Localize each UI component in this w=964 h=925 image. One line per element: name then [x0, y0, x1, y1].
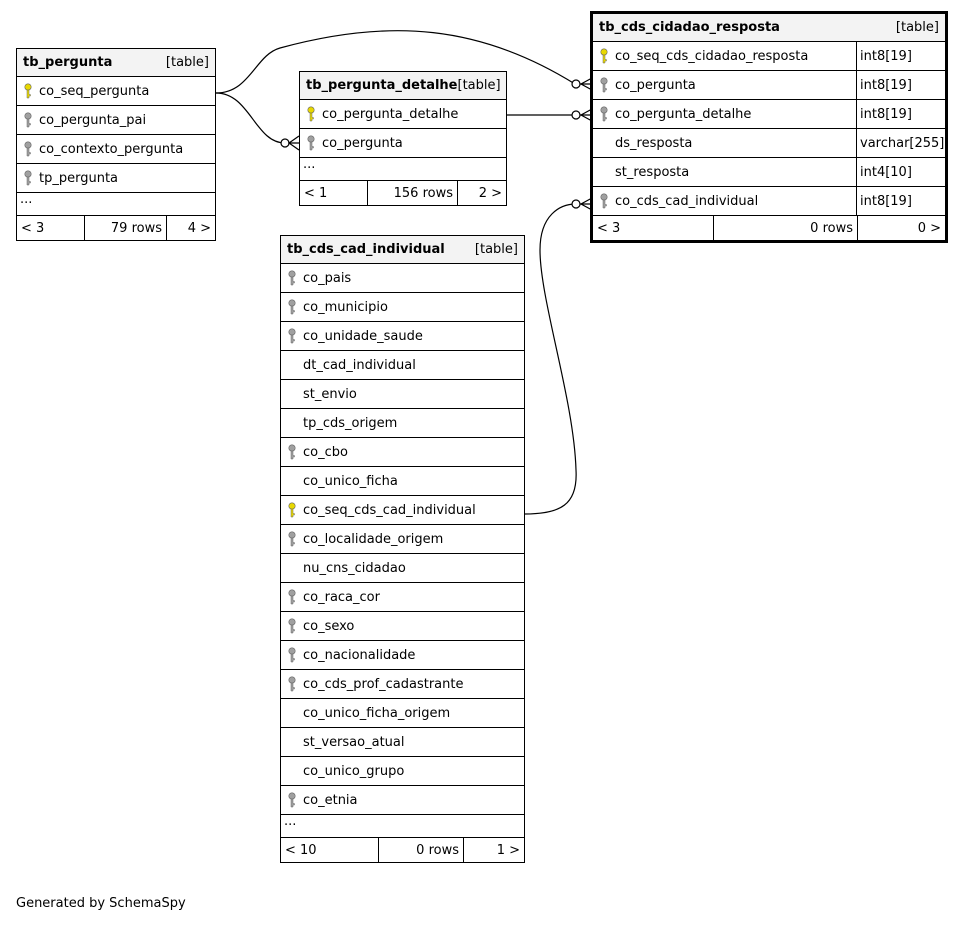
foreign-key-icon — [17, 112, 39, 128]
foreign-key-icon — [281, 589, 303, 605]
column-name: co_localidade_origem — [303, 531, 444, 547]
foreign-key-icon — [281, 444, 303, 460]
column-name: tp_cds_origem — [303, 415, 398, 431]
foreign-key-icon — [593, 193, 615, 209]
column-name: co_unico_ficha — [303, 473, 398, 489]
table-name: tb_cds_cad_individual — [287, 242, 445, 257]
table-header[interactable] — [281, 236, 524, 264]
table-footer — [300, 181, 506, 205]
column-row[interactable] — [281, 757, 524, 786]
foreign-key-icon — [281, 531, 303, 547]
children-count[interactable]: 4 > — [187, 220, 211, 236]
primary-key-icon — [300, 106, 322, 122]
column-row[interactable] — [281, 612, 524, 641]
column-row[interactable] — [281, 264, 524, 293]
table-footer — [17, 216, 215, 240]
more-columns: ... — [17, 193, 215, 216]
column-row[interactable] — [593, 42, 945, 71]
table-footer — [281, 838, 524, 862]
column-row[interactable] — [593, 158, 945, 187]
foreign-key-icon — [281, 618, 303, 634]
generated-by-label: Generated by SchemaSpy — [16, 896, 186, 911]
column-name: co_pergunta_detalhe — [615, 106, 752, 122]
column-name: tp_pergunta — [39, 170, 119, 186]
column-row[interactable] — [281, 322, 524, 351]
column-name: co_municipio — [303, 299, 388, 315]
table-tb-pergunta[interactable] — [16, 48, 216, 241]
table-type: [table] — [457, 78, 501, 93]
column-row[interactable] — [17, 106, 215, 135]
foreign-key-icon — [17, 141, 39, 157]
table-type: [table] — [895, 20, 939, 35]
column-name: st_versao_atual — [303, 734, 405, 750]
foreign-key-icon — [300, 135, 322, 151]
more-columns: ... — [281, 815, 524, 838]
column-name: co_sexo — [303, 618, 355, 634]
column-row[interactable] — [17, 135, 215, 164]
table-type: [table] — [165, 55, 209, 70]
column-name: co_seq_pergunta — [39, 83, 150, 99]
column-row[interactable] — [281, 583, 524, 612]
relation-cad-individual-to-resposta — [525, 204, 592, 514]
column-name: co_pais — [303, 270, 352, 286]
relation-end-circle — [572, 200, 580, 208]
table-name: tb_pergunta — [23, 55, 113, 70]
foreign-key-icon — [593, 106, 615, 122]
column-type: int8[19] — [856, 187, 945, 215]
column-name: co_pergunta — [322, 135, 403, 151]
foreign-key-icon — [281, 792, 303, 808]
column-name: co_cds_cad_individual — [615, 193, 759, 209]
column-row[interactable] — [593, 187, 945, 216]
relation-end-circle — [572, 80, 580, 88]
row-count: 0 rows — [714, 216, 858, 240]
parents-count[interactable]: < 3 — [17, 216, 85, 240]
column-name: co_contexto_pergunta — [39, 141, 184, 157]
column-name: co_etnia — [303, 792, 358, 808]
children-count[interactable]: 1 > — [496, 842, 520, 858]
column-row[interactable] — [281, 409, 524, 438]
column-row[interactable] — [281, 728, 524, 757]
column-name: co_pergunta_detalhe — [322, 106, 459, 122]
relation-end-circle — [572, 111, 580, 119]
column-type: int8[19] — [856, 42, 945, 70]
table-tb-cds-cad-individual[interactable] — [280, 235, 525, 863]
table-header[interactable] — [17, 49, 215, 77]
column-row[interactable] — [300, 100, 506, 129]
foreign-key-icon — [281, 328, 303, 344]
column-type: int8[19] — [856, 71, 945, 99]
column-row[interactable] — [281, 525, 524, 554]
row-count: 156 rows — [368, 181, 458, 205]
column-row[interactable] — [281, 380, 524, 409]
parents-count[interactable]: < 10 — [281, 838, 379, 862]
column-name: co_unidade_saude — [303, 328, 423, 344]
table-header[interactable] — [300, 72, 506, 100]
table-name: tb_pergunta_detalhe — [306, 78, 458, 93]
column-row[interactable] — [281, 467, 524, 496]
children-count[interactable]: 2 > — [478, 185, 502, 201]
column-name: co_seq_cds_cidadao_resposta — [615, 48, 809, 64]
column-name: st_envio — [303, 386, 357, 402]
relation-end-circle — [281, 139, 289, 147]
column-name: co_pergunta — [615, 77, 696, 93]
column-name: co_unico_grupo — [303, 763, 405, 779]
parents-count[interactable]: < 3 — [593, 216, 714, 240]
column-row[interactable] — [300, 129, 506, 158]
column-row[interactable] — [281, 351, 524, 380]
column-row[interactable] — [281, 786, 524, 815]
children-count[interactable]: 0 > — [917, 220, 941, 236]
foreign-key-icon — [281, 676, 303, 692]
column-row[interactable] — [281, 699, 524, 728]
table-tb-cds-cidadao-resposta[interactable] — [590, 11, 948, 243]
relation-pergunta-to-detalhe — [216, 93, 299, 143]
column-name: co_seq_cds_cad_individual — [303, 502, 476, 518]
more-columns: ... — [300, 158, 506, 181]
column-name: co_cbo — [303, 444, 348, 460]
table-footer — [593, 216, 945, 240]
primary-key-icon — [17, 83, 39, 99]
parents-count[interactable]: < 1 — [300, 181, 368, 205]
column-type: int4[10] — [856, 158, 945, 186]
primary-key-icon — [281, 502, 303, 518]
column-row[interactable] — [593, 129, 945, 158]
column-list — [300, 100, 506, 158]
column-type: int8[19] — [856, 100, 945, 128]
column-name: ds_resposta — [615, 135, 693, 151]
foreign-key-icon — [593, 77, 615, 93]
primary-key-icon — [593, 48, 615, 64]
column-type: varchar[255] — [856, 129, 945, 157]
column-row[interactable] — [17, 164, 215, 193]
row-count: 0 rows — [379, 838, 464, 862]
column-row[interactable] — [281, 670, 524, 699]
foreign-key-icon — [281, 299, 303, 315]
column-name: co_pergunta_pai — [39, 112, 147, 128]
column-name: co_nacionalidade — [303, 647, 416, 663]
column-list — [281, 264, 524, 815]
column-list — [593, 42, 945, 216]
table-type: [table] — [474, 242, 518, 257]
column-row[interactable] — [281, 641, 524, 670]
column-row[interactable] — [593, 71, 945, 100]
column-row[interactable] — [281, 293, 524, 322]
foreign-key-icon — [17, 170, 39, 186]
column-name: co_unico_ficha_origem — [303, 705, 451, 721]
column-list — [17, 77, 215, 193]
column-row[interactable] — [593, 100, 945, 129]
row-count: 79 rows — [85, 216, 167, 240]
column-name: st_resposta — [615, 164, 690, 180]
column-name: co_raca_cor — [303, 589, 380, 605]
column-row[interactable] — [281, 554, 524, 583]
foreign-key-icon — [281, 647, 303, 663]
table-header[interactable] — [593, 14, 945, 42]
table-tb-pergunta-detalhe[interactable] — [299, 71, 507, 206]
column-row[interactable] — [281, 496, 524, 525]
column-name: dt_cad_individual — [303, 357, 416, 373]
column-row[interactable] — [281, 438, 524, 467]
foreign-key-icon — [281, 270, 303, 286]
column-name: co_cds_prof_cadastrante — [303, 676, 464, 692]
column-name: nu_cns_cidadao — [303, 560, 406, 576]
table-name: tb_cds_cidadao_resposta — [599, 20, 780, 35]
column-row[interactable] — [17, 77, 215, 106]
